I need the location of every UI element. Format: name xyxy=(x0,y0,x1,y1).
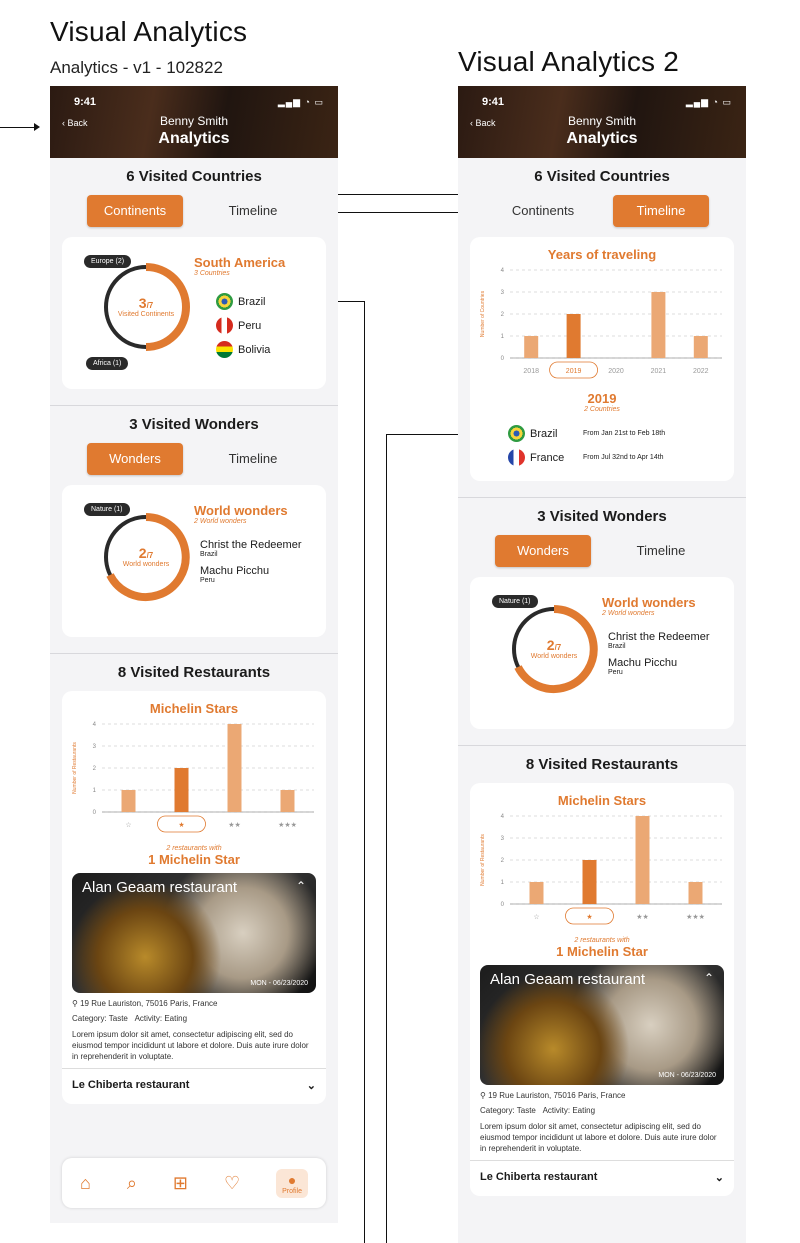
wonders-ring-center: 2/7 World wonders xyxy=(530,637,578,660)
restaurants-heading: 8 Visited Restaurants xyxy=(525,756,679,773)
selected-year-sub: 2 Countries xyxy=(584,406,620,413)
restaurants-card xyxy=(470,783,734,1196)
continent-title: South America xyxy=(194,255,286,270)
y-tick-label: 0 xyxy=(500,356,504,362)
bolivia-flag-icon xyxy=(216,341,233,358)
countries-heading: 6 Visited Countries xyxy=(534,168,670,185)
tab-timeline[interactable]: Timeline xyxy=(613,195,709,227)
x-tick-label: ☆ xyxy=(533,914,540,921)
bar xyxy=(175,768,189,812)
x-tick-label: 2022 xyxy=(693,368,709,375)
continents-card xyxy=(62,237,326,389)
tab-continents[interactable]: Continents xyxy=(87,195,183,227)
y-axis-label: Number of Countries xyxy=(480,290,486,338)
wonders-section xyxy=(458,498,746,746)
bar xyxy=(583,860,597,904)
bar xyxy=(689,882,703,904)
board-title-right: Visual Analytics 2 xyxy=(458,46,679,77)
header-bar xyxy=(50,86,338,158)
tab-wonders[interactable]: Wonders xyxy=(495,535,591,567)
wonders-tabs xyxy=(50,443,338,475)
country-bolivia[interactable]: Bolivia xyxy=(216,341,270,358)
wonders-heading: 3 Visited Wonders xyxy=(129,416,259,433)
restaurant-photo-card[interactable] xyxy=(72,873,316,993)
wonder-item[interactable]: Machu Picchu Peru xyxy=(608,657,678,676)
restaurant-date: MON - 06/23/2020 xyxy=(658,1072,716,1079)
x-tick-label: ★ xyxy=(586,914,593,921)
michelin-chart-title: Michelin Stars xyxy=(557,793,647,808)
tab-wonders-timeline[interactable]: Timeline xyxy=(228,451,278,466)
michelin-caption-small: 2 restaurants with xyxy=(166,845,222,852)
restaurant-description: Lorem ipsum dolor sit amet, consectetur adipiscing elit, sed do eiusmod tempor incididunt ut labore et dolore. Duis aute irure dolor in reprehenderit in voluptate. xyxy=(480,1122,717,1153)
countries-section xyxy=(458,158,746,498)
brazil-flag-icon xyxy=(508,425,525,442)
trip-row[interactable]: France From Jul 32nd to Apr 14th xyxy=(508,449,664,466)
country-brazil[interactable]: Brazil xyxy=(216,293,266,310)
chevron-down-icon: ⌄ xyxy=(306,1080,316,1092)
michelin-caption-small: 2 restaurants with xyxy=(574,937,630,944)
restaurants-heading: 8 Visited Restaurants xyxy=(117,664,271,681)
wonder-item[interactable]: Machu Picchu Peru xyxy=(200,565,270,584)
y-tick-label: 2 xyxy=(500,858,504,864)
wonders-tabs xyxy=(458,535,746,567)
x-tick-label: 2018 xyxy=(523,368,539,375)
countries-heading: 6 Visited Countries xyxy=(126,168,262,185)
bar xyxy=(281,790,295,812)
search-icon[interactable]: ⌕ xyxy=(126,1172,137,1193)
tab-wonders[interactable]: Wonders xyxy=(87,443,183,475)
trip-row[interactable]: Brazil From Jan 21st to Feb 18th xyxy=(508,425,665,442)
michelin-chart xyxy=(62,716,326,840)
bar xyxy=(228,724,242,812)
restaurants-card xyxy=(62,691,326,1104)
brazil-flag-icon xyxy=(216,293,233,310)
bar xyxy=(122,790,136,812)
wonder-item[interactable]: Christ the Redeemer Brazil xyxy=(200,539,302,558)
pill-nature[interactable]: Nature (1) xyxy=(492,595,538,608)
restaurant-date: MON - 06/23/2020 xyxy=(250,980,308,987)
wonders-group-title: World wonders xyxy=(194,503,288,518)
michelin-caption-big: 1 Michelin Star xyxy=(148,852,240,867)
back-label: Back xyxy=(67,118,88,128)
continent-sub: 3 Countries xyxy=(194,270,230,277)
x-tick-label: ★★★ xyxy=(686,914,705,921)
tab-timeline[interactable]: Timeline xyxy=(228,203,278,218)
restaurants-section xyxy=(458,746,746,1196)
y-tick-label: 4 xyxy=(500,814,504,820)
flow-arrow xyxy=(0,127,38,128)
y-axis-label: Number of Restaurants xyxy=(72,742,78,794)
restaurants-section xyxy=(50,654,338,1104)
selected-year: 2019 xyxy=(587,391,617,406)
y-tick-label: 3 xyxy=(500,290,504,296)
restaurant-name: Alan Geaam restaurant xyxy=(82,879,238,896)
countries-tabs xyxy=(458,195,746,227)
pin-icon: ⚲ xyxy=(480,1091,486,1100)
nav-profile[interactable]: ● Profile xyxy=(276,1169,308,1198)
michelin-chart xyxy=(470,808,734,932)
bar xyxy=(694,336,708,358)
country-peru[interactable]: Peru xyxy=(216,317,261,334)
bar xyxy=(651,292,665,358)
flow-arrow xyxy=(386,434,387,1243)
wonders-heading: 3 Visited Wonders xyxy=(537,508,667,525)
y-tick-label: 4 xyxy=(92,722,96,728)
x-tick-label: 2019 xyxy=(565,368,582,375)
restaurant-collapsed-row[interactable]: Le Chiberta restaurant ⌄ xyxy=(470,1160,734,1194)
michelin-chart-title: Michelin Stars xyxy=(149,701,239,716)
pin-icon: ⚲ xyxy=(72,999,78,1008)
user-name: Benny Smith xyxy=(159,114,229,128)
wonder-item[interactable]: Christ the Redeemer Brazil xyxy=(608,631,710,650)
countries-tabs xyxy=(50,195,338,227)
wonders-group-sub: 2 World wonders xyxy=(194,518,247,525)
y-tick-label: 4 xyxy=(500,268,504,274)
bar xyxy=(567,314,581,358)
france-flag-icon xyxy=(508,449,525,466)
y-tick-label: 0 xyxy=(500,902,504,908)
status-icons: ▂▄▆ ◔ ▭ xyxy=(685,97,732,107)
ring-center: 3/7 Visited Continents xyxy=(117,295,175,318)
wonders-section xyxy=(50,406,338,654)
board-title-left: Visual Analytics xyxy=(50,16,248,47)
wonders-ring-center: 2/7 World wonders xyxy=(122,545,170,568)
tab-wonders-timeline[interactable]: Timeline xyxy=(636,543,686,558)
page-title: Analytics xyxy=(158,130,230,147)
x-tick-label: ★★★ xyxy=(278,822,297,829)
x-tick-label: ★★ xyxy=(228,822,241,829)
user-name: Benny Smith xyxy=(567,114,637,128)
arrow-head xyxy=(34,123,40,131)
back-label: Back xyxy=(475,118,496,128)
header-bar xyxy=(458,86,746,158)
back-button[interactable]: ‹ Back xyxy=(470,118,496,128)
wonders-group-title: World wonders xyxy=(602,595,696,610)
restaurant-name: Alan Geaam restaurant xyxy=(490,971,646,988)
bar xyxy=(524,336,538,358)
y-tick-label: 2 xyxy=(92,766,96,772)
chevron-up-icon[interactable]: ⌃ xyxy=(703,971,714,985)
status-icons: ▂▄▆ ◔ ▭ xyxy=(277,97,324,107)
wonders-card xyxy=(62,485,326,637)
wonders-group-sub: 2 World wonders xyxy=(602,610,655,617)
restaurant-address: ⚲ 19 Rue Lauriston, 75016 Paris, France xyxy=(72,999,218,1008)
years-chart xyxy=(470,262,734,386)
y-tick-label: 2 xyxy=(500,312,504,318)
y-axis-label: Number of Restaurants xyxy=(480,834,486,886)
phone-screen-v2 xyxy=(458,86,746,1243)
restaurant-meta: Category: Taste Activity: Eating xyxy=(72,1014,188,1023)
page-title: Analytics xyxy=(566,130,638,147)
add-icon[interactable]: ⊞ xyxy=(172,1172,189,1193)
wonders-card xyxy=(470,577,734,729)
y-tick-label: 0 xyxy=(92,810,96,816)
michelin-caption-big: 1 Michelin Star xyxy=(556,944,648,959)
x-tick-label: 2020 xyxy=(608,368,624,375)
pill-europe[interactable]: Europe (2) xyxy=(84,255,131,268)
restaurant-address: ⚲ 19 Rue Lauriston, 75016 Paris, France xyxy=(480,1091,626,1100)
back-button[interactable]: ‹ Back xyxy=(62,118,88,128)
flow-arrow xyxy=(364,301,365,1243)
restaurant-meta: Category: Taste Activity: Eating xyxy=(480,1106,596,1115)
pill-nature[interactable]: Nature (1) xyxy=(84,503,130,516)
restaurant-collapsed-row[interactable]: Le Chiberta restaurant ⌄ xyxy=(62,1068,326,1102)
phone-screen-v1 xyxy=(50,86,338,1223)
x-tick-label: 2021 xyxy=(650,368,667,375)
timeline-card xyxy=(470,237,734,481)
y-tick-label: 1 xyxy=(500,880,504,886)
chevron-down-icon: ⌄ xyxy=(714,1172,724,1184)
bottom-nav xyxy=(62,1158,326,1208)
chevron-up-icon[interactable]: ⌃ xyxy=(295,879,306,893)
y-tick-label: 3 xyxy=(92,744,96,750)
profile-icon: ● xyxy=(287,1171,297,1188)
pill-africa[interactable]: Africa (1) xyxy=(86,357,128,370)
timeline-chart-title: Years of traveling xyxy=(547,247,657,262)
x-tick-label: ★★ xyxy=(636,914,649,921)
status-time: 9:41 xyxy=(482,96,505,108)
countries-section xyxy=(50,158,338,406)
peru-flag-icon xyxy=(216,317,233,334)
bar xyxy=(530,882,544,904)
y-tick-label: 1 xyxy=(500,334,504,340)
y-tick-label: 3 xyxy=(500,836,504,842)
restaurant-photo-card[interactable] xyxy=(480,965,724,1085)
bar xyxy=(636,816,650,904)
x-tick-label: ☆ xyxy=(125,822,132,829)
home-icon[interactable]: ⌂ xyxy=(79,1172,91,1193)
status-time: 9:41 xyxy=(74,96,97,108)
restaurant-description: Lorem ipsum dolor sit amet, consectetur adipiscing elit, sed do eiusmod tempor incididunt ut labore et dolore. Duis aute irure dolor in reprehenderit in voluptate. xyxy=(72,1030,309,1061)
y-tick-label: 1 xyxy=(92,788,96,794)
tab-continents[interactable]: Continents xyxy=(511,203,575,218)
heart-icon[interactable]: ♡ xyxy=(224,1172,241,1193)
board-subtitle-left: Analytics - v1 - 102822 xyxy=(50,58,223,77)
x-tick-label: ★ xyxy=(178,822,185,829)
